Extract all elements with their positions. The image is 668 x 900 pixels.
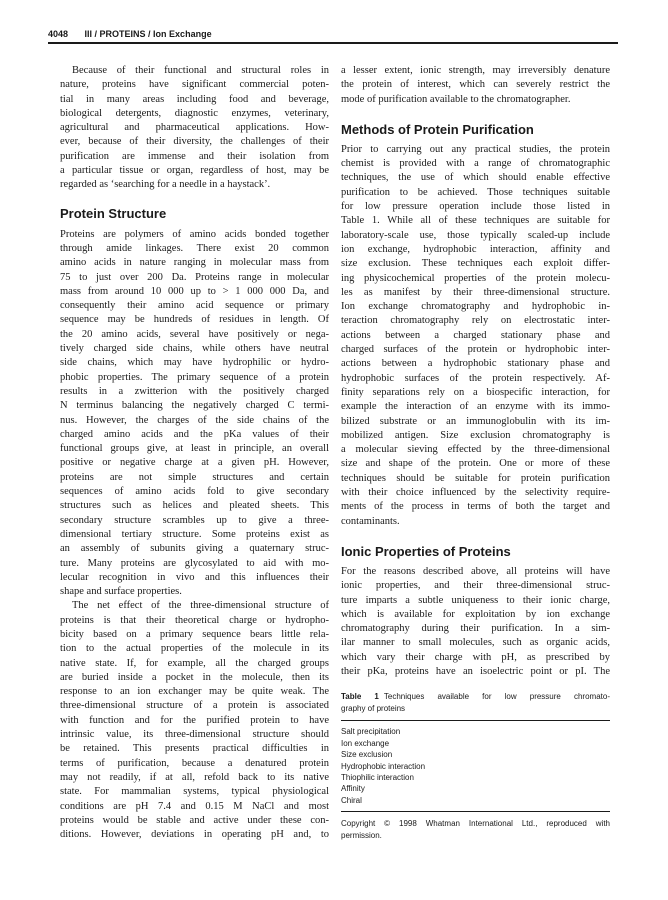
table-caption-line: Table 1 Techniques available for low pressure chromato- <box>341 692 610 702</box>
text-line: which vary their charge with pH, as prescribed by <box>341 651 610 663</box>
text-line: nus. However, the charges of the side chains of the <box>60 414 329 426</box>
text-line: The net effect of the three-dimensional structure of <box>72 600 329 612</box>
text-line: a molecular sieving effected by the three-dimensional <box>341 444 610 456</box>
text-line: size and shape of the protein. One or more of these <box>341 458 610 470</box>
text-line: a particular tissue or organ, regardless of host, may be <box>60 165 329 177</box>
text-line: bilized substrate or an immunoglobulin with its im- <box>341 415 610 427</box>
right-column <box>341 64 610 841</box>
text-line: ments of the process in terms of both the target and <box>341 501 610 513</box>
text-line: ing physicochemical properties of the protein molecu- <box>341 272 610 284</box>
text-line: shape and surface properties. <box>60 586 182 598</box>
table-row: Hydrophobic interaction <box>341 761 426 771</box>
section-heading-methods: Methods of Protein Purification <box>341 121 534 137</box>
text-line: sequences of amino acids fold to give secondary <box>60 486 329 498</box>
text-line: bicity based on a primary sequence bears little rela- <box>60 628 329 640</box>
text-line: functional groups give, at least in principle, an overall <box>60 443 329 455</box>
copyright-line: permission. <box>341 830 382 840</box>
text-line: which is available for exploitation by ion exchange <box>341 608 610 620</box>
text-line: for low pressure operation include those listed in <box>341 201 610 213</box>
text-line: amino acids in nature ranging in molecular mass from <box>60 257 329 269</box>
text-line: structures such as helices and pleated sheets. This <box>60 500 329 512</box>
structure-paragraph <box>60 228 329 600</box>
table-row: Affinity <box>341 784 365 794</box>
table-row: Thiophilic interaction <box>341 772 414 782</box>
text-line: ever, because of their diversity, the challenges of their <box>60 136 329 148</box>
text-line: chromatography during their purification. In a sim- <box>341 623 610 635</box>
text-line: side chains, which may have hydrophilic or hydro- <box>60 357 329 369</box>
text-line: biological detergents, diagnostic enzymes, veterinary, <box>60 107 329 119</box>
text-line: results in a zwitterion with the positively charged <box>60 385 329 397</box>
text-line: example the interaction of an enzyme with its immo- <box>341 401 610 413</box>
text-line: techniques should be suitable for protein purification <box>341 472 610 484</box>
text-line: through amide linkages. There exist 20 common <box>60 242 329 254</box>
text-line: regarded as ‘searching for a needle in a haystack’. <box>60 179 271 191</box>
text-line: positive or negative charge at a given pH. However, <box>60 457 329 469</box>
text-line: ture imparts a subtle uniqueness to their ionic charge, <box>341 594 610 606</box>
text-line: techniques, the use of which should enable effective <box>341 172 610 184</box>
text-line: proteins would be stable and active under these con- <box>60 814 329 826</box>
text-line: conditions are pH 7.4 and 0.15 M NaCl and most <box>60 800 329 812</box>
text-line: Proteins are polymers of amino acids bonded together <box>60 228 329 240</box>
text-line: consequently their amino acid sequence or primary <box>60 300 329 312</box>
text-line: sequence may be hundreds of residues in length. Of <box>60 314 329 326</box>
text-line: mass from around 10 000 up to > 1 000 000 Da, and <box>60 285 329 297</box>
table-row: Ion exchange <box>341 738 390 748</box>
text-line: tial in many areas including food and beverage, <box>60 93 329 105</box>
text-line: terms of purification, because a denatured protein <box>60 757 329 769</box>
text-line: Because of their functional and structural roles in <box>72 65 329 76</box>
text-line: tively charged side chains, while others have neutral <box>60 343 329 355</box>
text-line: tion to the actual properties of the molecule in its <box>60 643 329 655</box>
text-line: charged surfaces of the protein or hydrophobic inter- <box>341 344 610 356</box>
text-line: Prior to carrying out any practical studies, the protein <box>341 143 610 155</box>
text-line: nature, proteins have significant commercial poten- <box>60 79 329 91</box>
text-line: mode of purification available to the chromatographer. <box>341 93 571 105</box>
table-row: Size exclusion <box>341 750 393 760</box>
text-line: with function and for the purified protein to have <box>60 714 329 726</box>
text-line: state. For mammalian systems, typical physiological <box>60 786 329 798</box>
header-rule <box>48 42 618 44</box>
text-line: ditions. However, deviations in operating pH and, to <box>60 829 329 841</box>
text-line: ion exchange, hydrophobic interaction, affinity and <box>341 243 610 255</box>
ionic-paragraph <box>341 565 610 679</box>
text-line: are buried inside a pocket in the molecule, then its <box>60 671 329 683</box>
net-effect-paragraph <box>60 599 329 842</box>
text-line: an assembly of subunits giving a quaternary struc- <box>60 543 329 555</box>
table-row: Salt precipitation <box>341 727 401 737</box>
text-line: actions between a hydrophobic stationary phase and <box>341 358 610 370</box>
text-line: the protein of interest, which can severely restrict the <box>341 79 610 91</box>
text-line: Table 1. While all of these techniques are suitable for <box>341 215 610 227</box>
text-line: phobic properties. The primary sequence of a protein <box>60 371 329 383</box>
text-line: actions between a charged stationary phase and <box>341 329 610 341</box>
table-caption <box>341 691 610 714</box>
text-line: dimensional tertiary structure. Some proteins exist as <box>60 528 329 540</box>
running-header <box>48 29 618 39</box>
table-label: Table 1 <box>341 692 379 702</box>
text-line: their pKa, proteins have an isoelectric point or pI. The <box>341 665 610 677</box>
table-copyright-note <box>341 818 610 841</box>
text-line: agricultural and pharmaceutical applications. How- <box>60 122 329 134</box>
text-line: response to an ion exchanger may be quite weak. The <box>60 686 329 698</box>
section-heading-ionic: Ionic Properties of Proteins <box>341 543 511 559</box>
text-line: les as manifest by their three-dimensional structure. <box>341 286 610 298</box>
text-line: native state. If, for example, all the charged groups <box>60 657 329 669</box>
text-line: three-dimensional structure of a protein is associated <box>60 700 329 712</box>
intro-paragraph <box>60 64 329 193</box>
text-line: proteins are not simple structures and certain <box>60 471 329 483</box>
left-column <box>60 64 329 842</box>
text-line: hydrophobic surfaces of the protein respectively. Af- <box>341 372 610 384</box>
page-number: 4048 <box>48 29 69 39</box>
text-line: contaminants. <box>341 515 400 527</box>
text-line: 75 to just over 200 Da. Proteins range in molecular <box>60 271 329 283</box>
section-heading-protein-structure: Protein Structure <box>60 205 167 221</box>
text-line: laboratory-scale use, those typically scaled-up include <box>341 229 610 241</box>
text-line: mobilized antigen. Size exclusion chromatography is <box>341 429 610 441</box>
text-line: lecular recognition in vivo and this influences their <box>60 571 329 583</box>
text-line: For the reasons described above, all proteins will have <box>341 565 610 577</box>
text-line: with their choice influenced by the selectivity require- <box>341 487 610 499</box>
text-line: ture. Many proteins are glycosylated to aid with mo- <box>60 557 329 569</box>
continued-paragraph <box>341 64 610 107</box>
table-items <box>341 726 610 806</box>
text-line: ionic properties, and their three-dimensional struc- <box>341 580 610 592</box>
text-line: finity separations rely on a biospecific interaction, for <box>341 386 610 398</box>
text-line: proteins is that their theoretical charge or hydropho- <box>60 614 329 626</box>
text-line: may not readily, if at all, refold back to its native <box>60 771 329 783</box>
text-line: Ion exchange chromatography and hydrophobic in- <box>341 301 610 313</box>
table-row: Chiral <box>341 795 362 805</box>
text-line: size exclusion. These techniques each exploit differ- <box>341 258 610 270</box>
text-line: purification are immense and their isolation from <box>60 150 329 162</box>
text-line: chemist is provided with a range of chromatographic <box>341 158 610 170</box>
text-line: charged amino acids and the pKa values of their <box>60 428 329 440</box>
text-line: purification to be achieved. Those techniques suitable <box>341 186 610 198</box>
table-caption-line: graphy of proteins <box>341 703 406 713</box>
text-line: the 20 amino acids, several have positively or nega- <box>60 328 329 340</box>
text-line: intrinsic value, its three-dimensional structure should <box>60 729 329 741</box>
methods-paragraph <box>341 143 610 529</box>
text-line: be retained. This presents practical difficulties in <box>60 743 329 755</box>
text-line: ilar manner to small molecules, such as organic acids, <box>341 637 610 649</box>
running-title: III / PROTEINS / Ion Exchange <box>84 29 212 39</box>
text-line: N terminus balancing the negatively charged C termi- <box>60 400 329 412</box>
copyright-line: Copyright © 1998 Whatman International Ltd., reproduced with <box>341 819 610 829</box>
text-line: teraction chromatography rely on electrostatic inter- <box>341 315 610 327</box>
text-line: secondary structure scrambles up to give a three- <box>60 514 329 526</box>
table-1 <box>341 691 610 841</box>
text-line: a lesser extent, ionic strength, may irreversibly denature <box>341 65 610 76</box>
